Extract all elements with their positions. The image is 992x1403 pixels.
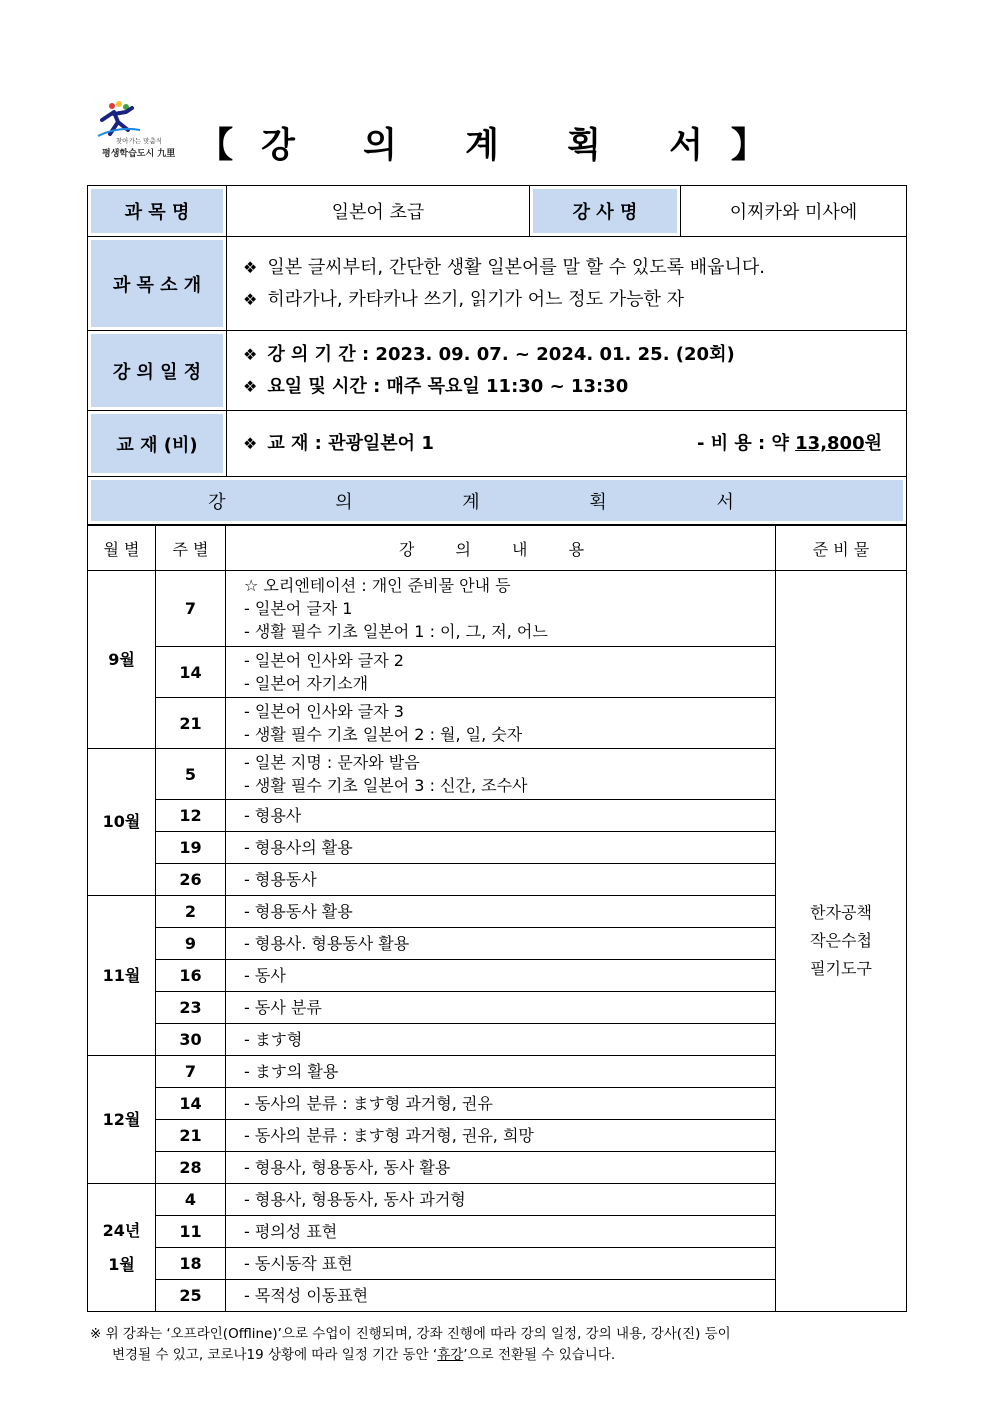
content-cell (226, 1184, 776, 1216)
textbook-content (227, 411, 907, 477)
week-cell: 11 (156, 1216, 226, 1248)
week-cell: 21 (156, 1120, 226, 1152)
content-line: ☆ 오리엔테이션 : 개인 준비물 안내 등 (244, 576, 511, 595)
week-cell: 21 (156, 698, 226, 749)
lecture-schedule-table (87, 525, 907, 1312)
schedule-line: ❖ 요일 및 시간 : 매주 목요일 11:30 ~ 13:30 (243, 375, 629, 397)
page-title: 【강 의 계 획 서】 (198, 126, 794, 166)
content-line: - 생활 필수 기초 일본어 1 : 이, 그, 저, 어느 (244, 622, 548, 641)
content-line: - 동사 분류 (244, 998, 322, 1017)
content-line: - 목적성 이동표현 (244, 1286, 369, 1305)
week-cell: 30 (156, 1024, 226, 1056)
content-line: - ます의 활용 (244, 1062, 339, 1081)
content-line: - 일본어 인사와 글자 2 (244, 651, 404, 670)
week-cell: 2 (156, 896, 226, 928)
month-cell: 12월 (88, 1056, 156, 1184)
content-cell (226, 1280, 776, 1312)
week-cell: 7 (156, 571, 226, 647)
preparation-item: 한자공책 (810, 903, 872, 922)
content-line: - 형용사, 형용동사, 동사 활용 (244, 1158, 451, 1177)
logo-tagline: 찾아가는 맞춤식 (116, 137, 163, 145)
content-line: - 생활 필수 기초 일본어 3 : 신간, 조수사 (244, 776, 528, 795)
content-line: - 형용동사 활용 (244, 902, 353, 921)
week-cell: 19 (156, 832, 226, 864)
content-line: - 동사의 분류 : ます형 과거형, 권유 (244, 1094, 493, 1113)
diamond-bullet-icon: ❖ (243, 289, 258, 309)
content-line: - 평의성 표현 (244, 1222, 338, 1241)
month-header: 월 별 (88, 526, 156, 571)
content-line: - 일본 지명 : 문자와 발음 (244, 753, 420, 772)
content-line: - 일본어 글자 1 (244, 599, 353, 618)
content-header: 강 의 내 용 (226, 526, 776, 571)
month-cell: 9월 (88, 571, 156, 749)
preparation-cell (776, 571, 907, 1312)
week-cell: 23 (156, 992, 226, 1024)
content-cell (226, 571, 776, 647)
content-line: - 생활 필수 기초 일본어 2 : 월, 일, 숫자 (244, 725, 523, 744)
footnote-line-1: ※ 위 강좌는 ‘오프라인(Offline)’으로 수업이 진행되며, 강좌 진행에 따라 강의 일정, 강의 내용, 강사(진) 등이 (90, 1326, 731, 1342)
content-line: - 형용동사 (244, 870, 317, 889)
subject-value: 일본어 초급 (227, 186, 530, 237)
week-cell: 16 (156, 960, 226, 992)
week-cell: 14 (156, 647, 226, 698)
content-line: - 동사 (244, 966, 286, 985)
subject-label: 과 목 명 (88, 186, 227, 237)
content-line: - 형용사 (244, 806, 302, 825)
week-cell: 7 (156, 1056, 226, 1088)
week-cell: 25 (156, 1280, 226, 1312)
intro-line: ❖ 히라가나, 카타카나 쓰기, 읽기가 어느 정도 가능한 자 (243, 288, 684, 310)
content-cell (226, 960, 776, 992)
textbook-cost: - 비 용 : 약 13,800원 (696, 433, 882, 454)
content-cell (226, 1056, 776, 1088)
week-cell: 5 (156, 749, 226, 800)
teacher-label: 강 사 명 (530, 186, 681, 237)
month-cell: 10월 (88, 749, 156, 896)
course-info-table (87, 185, 907, 525)
preparation-item: 작은수첩 (810, 931, 872, 950)
content-cell (226, 698, 776, 749)
content-line: - 형용사, 형용동사, 동사 과거형 (244, 1190, 466, 1209)
diamond-bullet-icon: ❖ (243, 344, 258, 364)
content-cell (226, 1152, 776, 1184)
content-cell (226, 864, 776, 896)
logo-name: 평생학습도시 九里 (102, 149, 176, 159)
content-cell (226, 1024, 776, 1056)
week-cell: 14 (156, 1088, 226, 1120)
intro-label: 과 목 소 개 (88, 237, 227, 331)
content-cell (226, 1088, 776, 1120)
teacher-value: 이찌카와 미사에 (681, 186, 907, 237)
schedule-content (227, 331, 907, 411)
preparation-item: 필기도구 (810, 959, 872, 978)
plan-section-title: 강 의 계 획 서 (88, 477, 907, 525)
content-line: - 일본어 인사와 글자 3 (244, 702, 404, 721)
week-cell: 26 (156, 864, 226, 896)
content-cell (226, 896, 776, 928)
content-cell (226, 1216, 776, 1248)
content-line: - 동시동작 표현 (244, 1254, 353, 1273)
diamond-bullet-icon: ❖ (243, 257, 258, 277)
intro-content (227, 237, 907, 331)
content-cell (226, 749, 776, 800)
content-line: - 일본어 자기소개 (244, 674, 369, 693)
intro-line: ❖ 일본 글씨부터, 간단한 생활 일본어를 말 할 수 있도록 배웁니다. (243, 256, 765, 278)
content-line: - 형용사의 활용 (244, 838, 353, 857)
week-header: 주 별 (156, 526, 226, 571)
content-line: - 동사의 분류 : ます형 과거형, 권유, 희망 (244, 1126, 534, 1145)
content-cell (226, 647, 776, 698)
prep-header: 준 비 물 (776, 526, 907, 571)
month-cell: 11월 (88, 896, 156, 1056)
footnote-underlined: 휴강 (437, 1347, 464, 1363)
content-cell (226, 832, 776, 864)
footnote-line-2: 변경될 수 있고, 코로나19 상황에 따라 일정 기간 동안 ‘휴강’으로 전환될 수 있습니다. (112, 1347, 616, 1363)
schedule-line: ❖ 강 의 기 간 : 2023. 09. 07. ~ 2024. 01. 25. (20회) (243, 343, 735, 365)
content-cell (226, 1248, 776, 1280)
schedule-label: 강 의 일 정 (88, 331, 227, 411)
footnote (90, 1324, 910, 1366)
cost-amount: 13,800 (795, 433, 865, 454)
diamond-bullet-icon: ❖ (243, 433, 258, 453)
content-line: - ます형 (244, 1030, 303, 1049)
content-cell (226, 992, 776, 1024)
diamond-bullet-icon: ❖ (243, 376, 258, 396)
content-cell (226, 800, 776, 832)
content-line: - 형용사. 형용동사 활용 (244, 934, 410, 953)
month-cell: 24년 1월 (88, 1184, 156, 1312)
content-cell (226, 928, 776, 960)
week-cell: 28 (156, 1152, 226, 1184)
week-cell: 4 (156, 1184, 226, 1216)
week-cell: 9 (156, 928, 226, 960)
textbook-label: 교 재 (비) (88, 411, 227, 477)
table-row (88, 571, 907, 647)
textbook-value: 교 재 : 관광일본어 1 (267, 432, 434, 454)
week-cell: 18 (156, 1248, 226, 1280)
week-cell: 12 (156, 800, 226, 832)
content-cell (226, 1120, 776, 1152)
